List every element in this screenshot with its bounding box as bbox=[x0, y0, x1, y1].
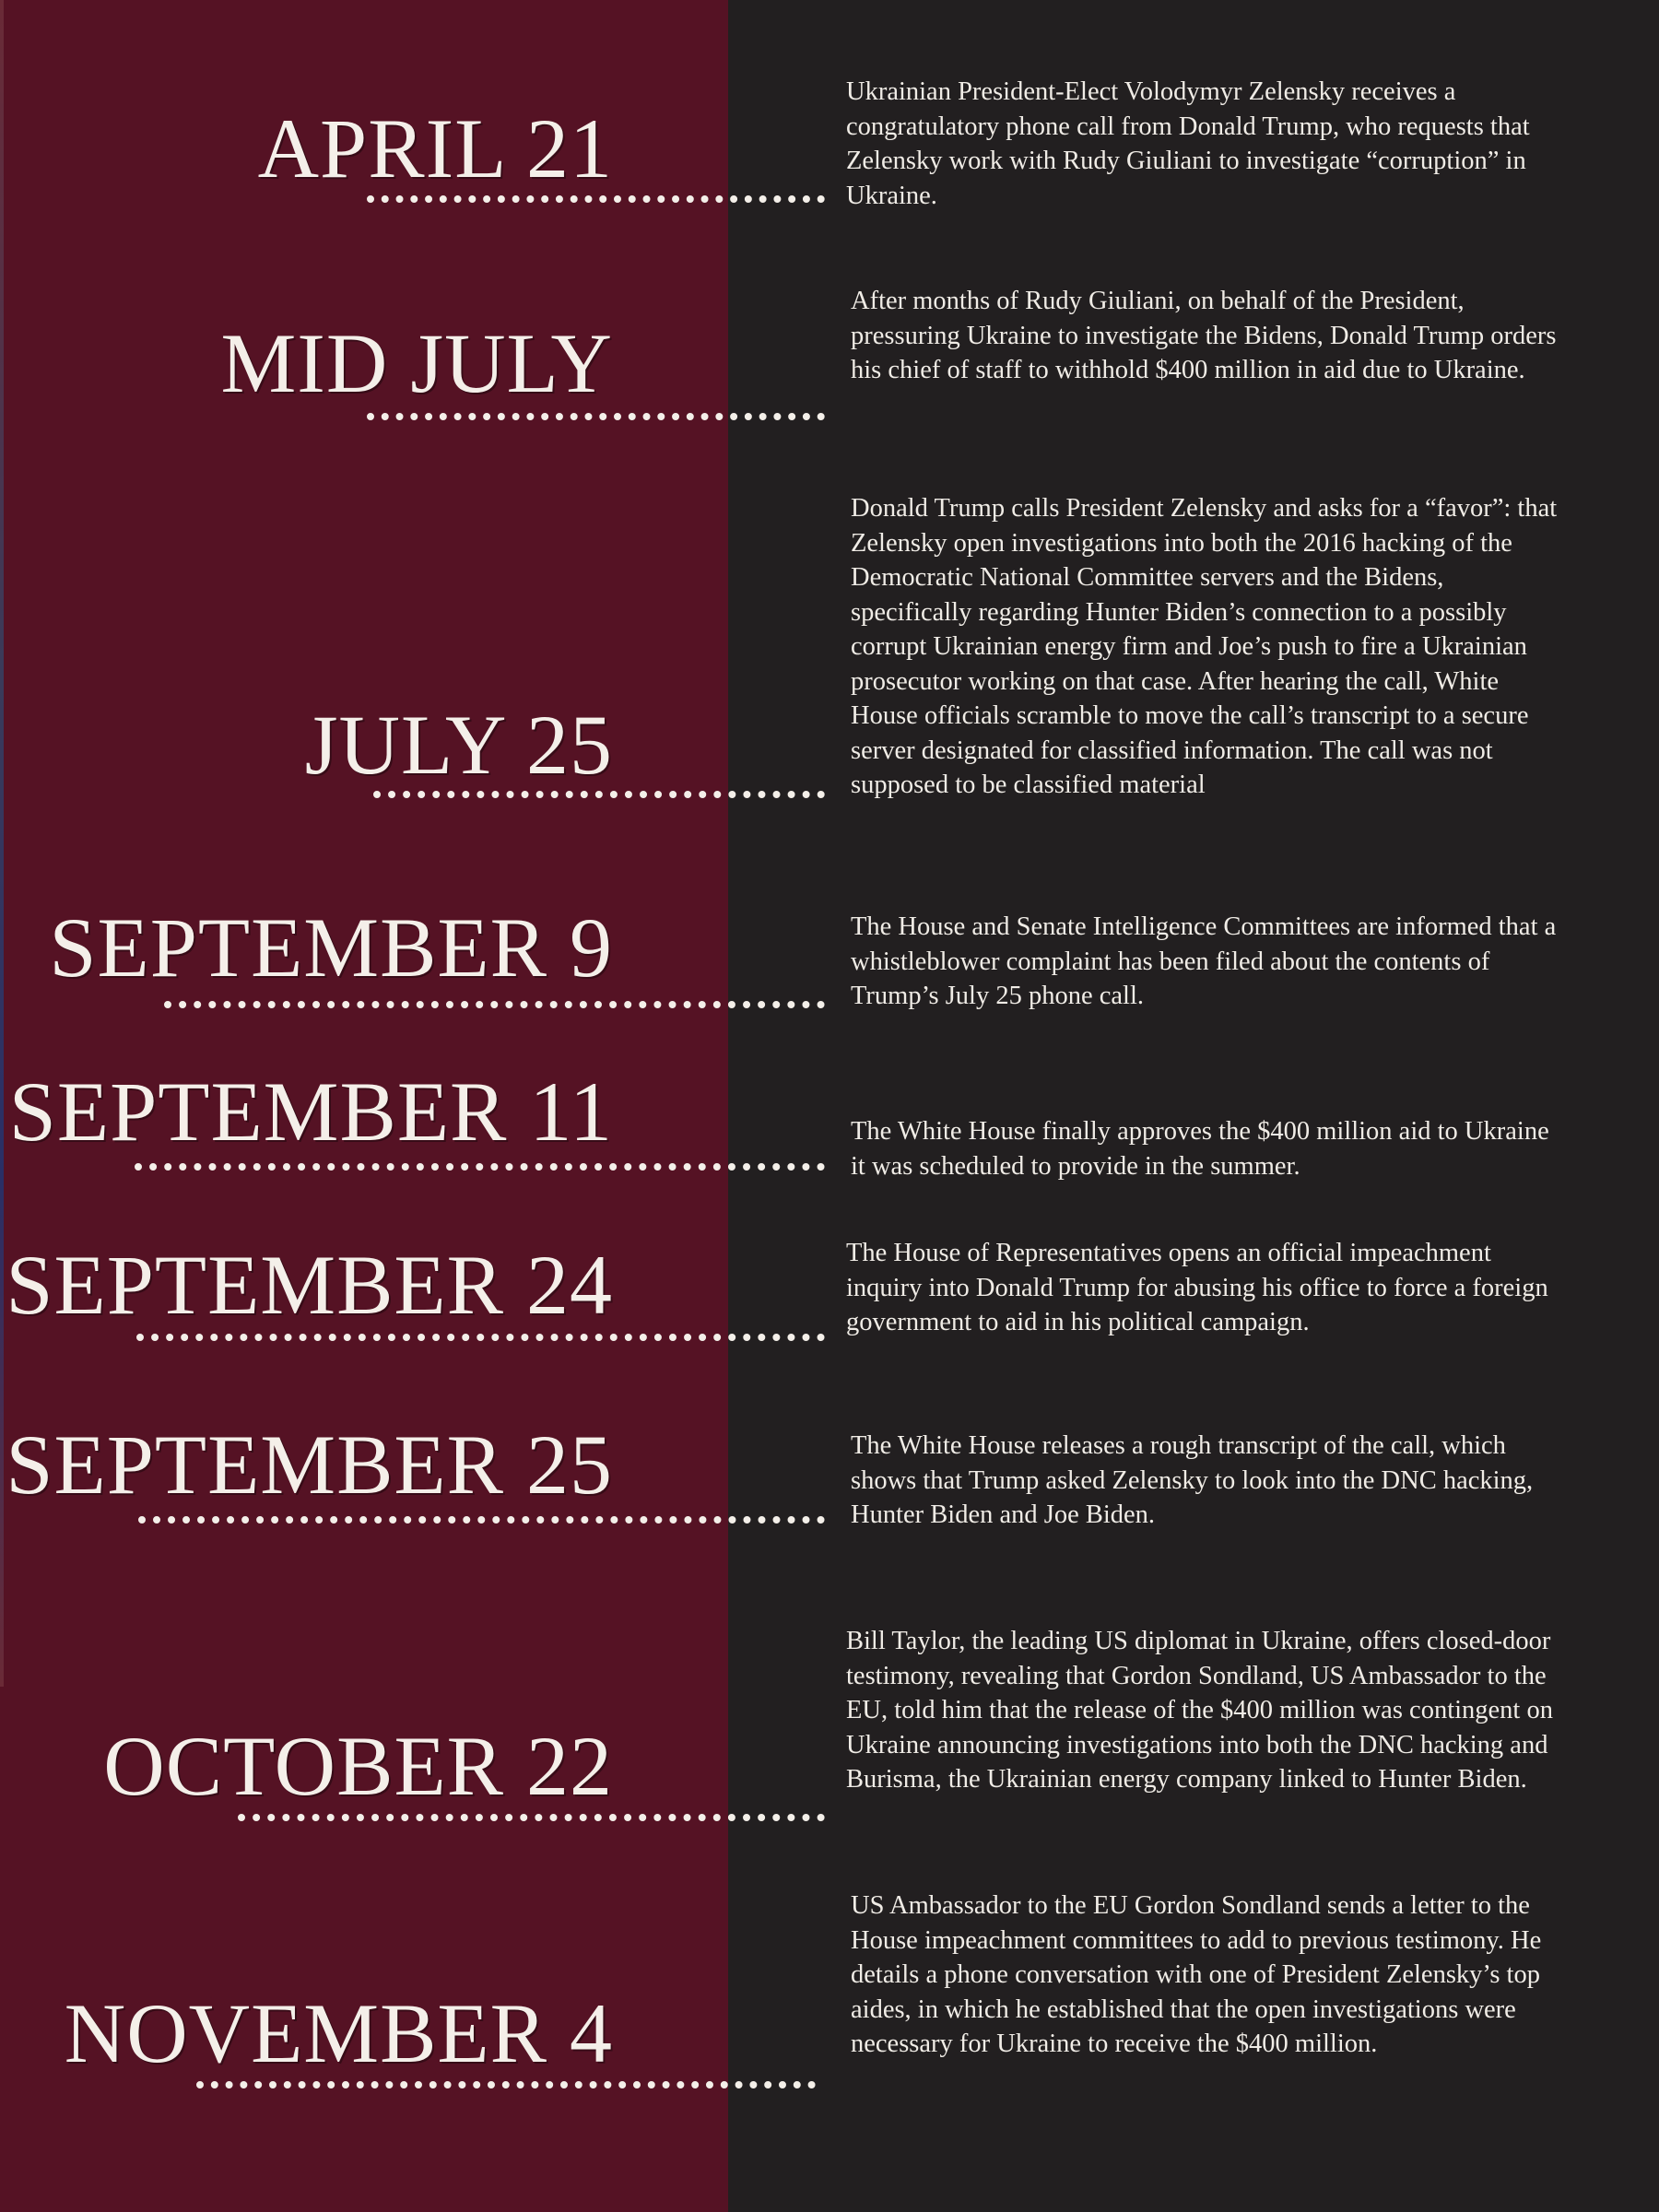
dotted-connector bbox=[373, 791, 825, 798]
event-description: The White House releases a rough transcript of the call, which shows that Trump asked Zelensky to look into the DNC hacking, Hunter Biden and Joe Biden. bbox=[851, 1431, 1534, 1529]
left-edge-strip bbox=[0, 0, 4, 1687]
event-description: Donald Trump calls President Zelensky and asks for a “favor”: that Zelensky open investigations into both the 2016 hacking of the Democratic National Committee servers and the Bidens, specifically regarding Hunter Biden’s connection to a possibly corrupt Ukrainian energy firm and Joe’s push to fire a Ukrainian prosecutor working on that case. After hearing the call, White House officials scramble to move the call’s transcript to a secure server designated for classified information. The call was not supposed to be classified material bbox=[851, 494, 1558, 799]
event-description: The White House finally approves the $400 million aid to Ukraine it was scheduled to provide in the summer. bbox=[851, 1117, 1549, 1181]
event-date: OCTOBER 22 bbox=[103, 1719, 613, 1813]
event-description: After months of Rudy Giuliani, on behalf of the President, pressuring Ukraine to investigate the Bidens, Donald Trump orders his chief of staff to withhold $400 million in aid due to Ukraine. bbox=[851, 287, 1557, 384]
event-description: Ukrainian President-Elect Volodymyr Zelensky receives a congratulatory phone call from Donald Trump, who requests that Zelensky work with Rudy Giuliani to investigate “corruption” in Ukraine. bbox=[846, 77, 1530, 210]
event-date: SEPTEMBER 9 bbox=[49, 900, 613, 994]
dotted-connector bbox=[367, 413, 825, 420]
event-description: US Ambassador to the EU Gordon Sondland sends a letter to the House impeachment committees to add to previous testimony. He details a phone conversation with one of President Zelensky’s top aides, in which he established that the open investigations were necessary for Ukraine to receive the $400 million. bbox=[851, 1891, 1542, 2058]
dotted-connector bbox=[164, 1001, 825, 1008]
dotted-connector bbox=[196, 2081, 816, 2088]
dotted-connector bbox=[136, 1334, 825, 1341]
event-date: SEPTEMBER 24 bbox=[6, 1238, 613, 1332]
event-date: SEPTEMBER 25 bbox=[6, 1418, 613, 1512]
event-date: APRIL 21 bbox=[257, 101, 613, 195]
event-date: SEPTEMBER 11 bbox=[8, 1065, 613, 1159]
event-description: The House of Representatives opens an official impeachment inquiry into Donald Trump for abusing his office to force a foreign government to aid in his political campaign. bbox=[846, 1239, 1548, 1336]
dotted-connector bbox=[367, 195, 825, 203]
dotted-connector bbox=[135, 1163, 825, 1171]
dotted-connector bbox=[238, 1814, 825, 1821]
event-date: NOVEMBER 4 bbox=[64, 1986, 613, 2080]
event-date: JULY 25 bbox=[304, 698, 613, 792]
dotted-connector bbox=[138, 1516, 825, 1524]
event-description: The House and Senate Intelligence Committees are informed that a whistleblower complaint has been filed about the contents of Trump’s July 25 phone call. bbox=[851, 912, 1557, 1010]
event-date: MID JULY bbox=[220, 316, 613, 410]
event-description: Bill Taylor, the leading US diplomat in Ukraine, offers closed-door testimony, revealing that Gordon Sondland, US Ambassador to the EU, told him that the release of the $400 million was contingent on Ukraine announcing investigations into both the DNC hacking and Burisma, the Ukrainian energy company linked to Hunter Biden. bbox=[846, 1627, 1553, 1794]
